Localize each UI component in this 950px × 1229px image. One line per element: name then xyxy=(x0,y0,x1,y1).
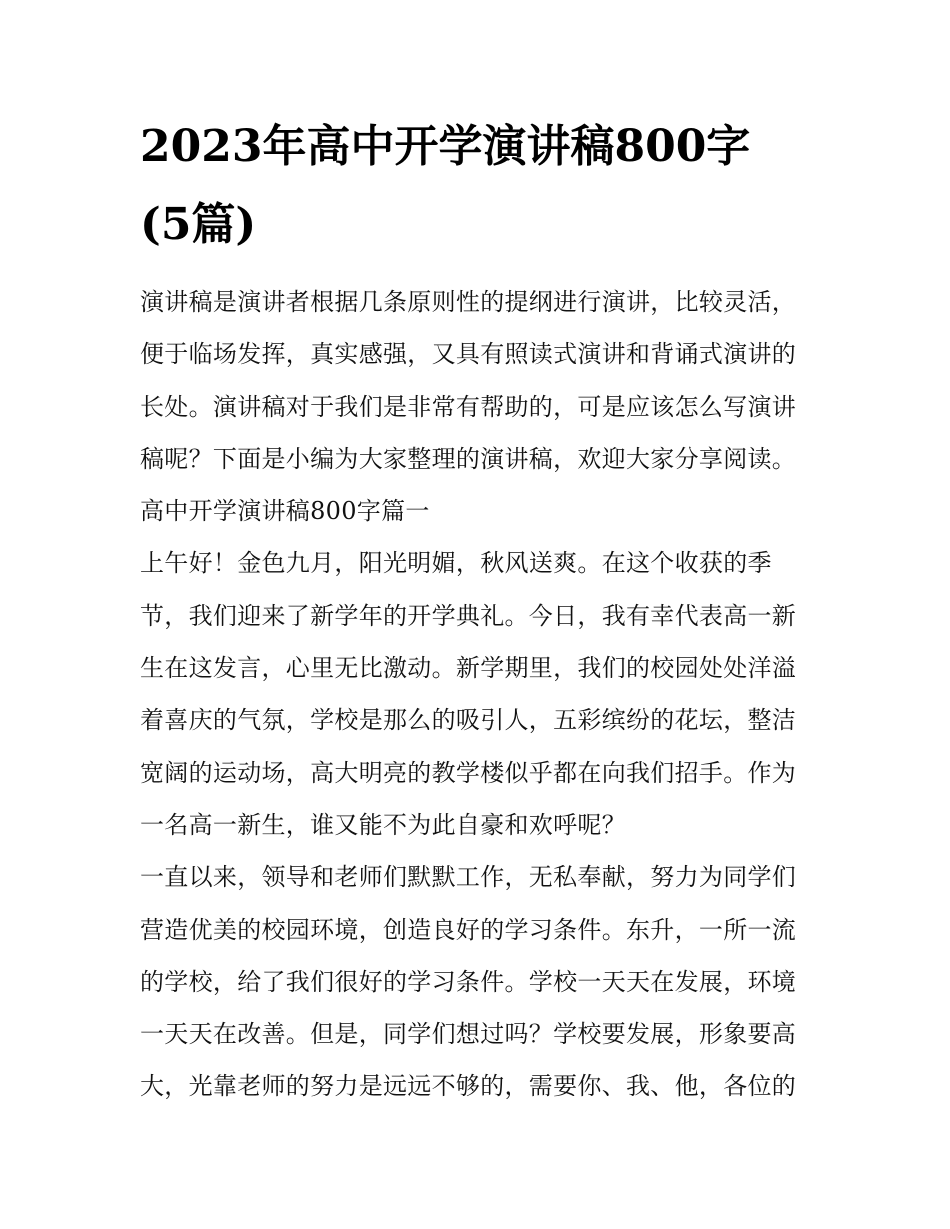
body-line: 长处。演讲稿对于我们是非常有帮助的，可是应该怎么写演讲 xyxy=(140,392,797,421)
body-line: 一名高一新生，谁又能不为此自豪和欢呼呢？ xyxy=(140,810,626,839)
body-line: 营造优美的校园环境，创造良好的学习条件。东升，一所一流 xyxy=(140,915,797,944)
section-heading: 高中开学演讲稿800字篇一 xyxy=(140,497,430,526)
body-line: 稿呢？下面是小编为大家整理的演讲稿，欢迎大家分享阅读。 xyxy=(140,444,797,473)
body-line: 的学校，给了我们很好的学习条件。学校一天天在发展，环境 xyxy=(140,967,797,996)
document-body xyxy=(140,276,812,1113)
body-line: 宽阔的运动场，高大明亮的教学楼似乎都在向我们招手。作为 xyxy=(140,758,797,787)
body-line: 上午好！金色九月，阳光明媚，秋风送爽。在这个收获的季 xyxy=(140,549,772,578)
body-line: 生在这发言，心里无比激动。新学期里，我们的校园处处洋溢 xyxy=(140,654,797,683)
body-line: 大，光靠老师的努力是远远不够的，需要你、我、他，各位的 xyxy=(140,1072,797,1101)
document-title xyxy=(140,108,812,264)
body-line: 着喜庆的气氛，学校是那么的吸引人，五彩缤纷的花坛，整洁 xyxy=(140,706,797,735)
body-line: 节，我们迎来了新学年的开学典礼。今日，我有幸代表高一新 xyxy=(140,601,797,630)
body-line: 一天天在改善。但是，同学们想过吗？学校要发展，形象要高 xyxy=(140,1020,797,1049)
body-line: 演讲稿是演讲者根据几条原则性的提纲进行演讲，比较灵活， xyxy=(140,288,797,316)
body-line: 便于临场发挥，真实感强，又具有照读式演讲和背诵式演讲的 xyxy=(140,340,797,369)
title-line-2: (5篇) xyxy=(140,199,257,250)
document-content xyxy=(140,108,812,1113)
body-line: 一直以来，领导和老师们默默工作，无私奉献，努力为同学们 xyxy=(140,863,797,892)
title-line-1: 2023年高中开学演讲稿800字 xyxy=(140,121,751,172)
